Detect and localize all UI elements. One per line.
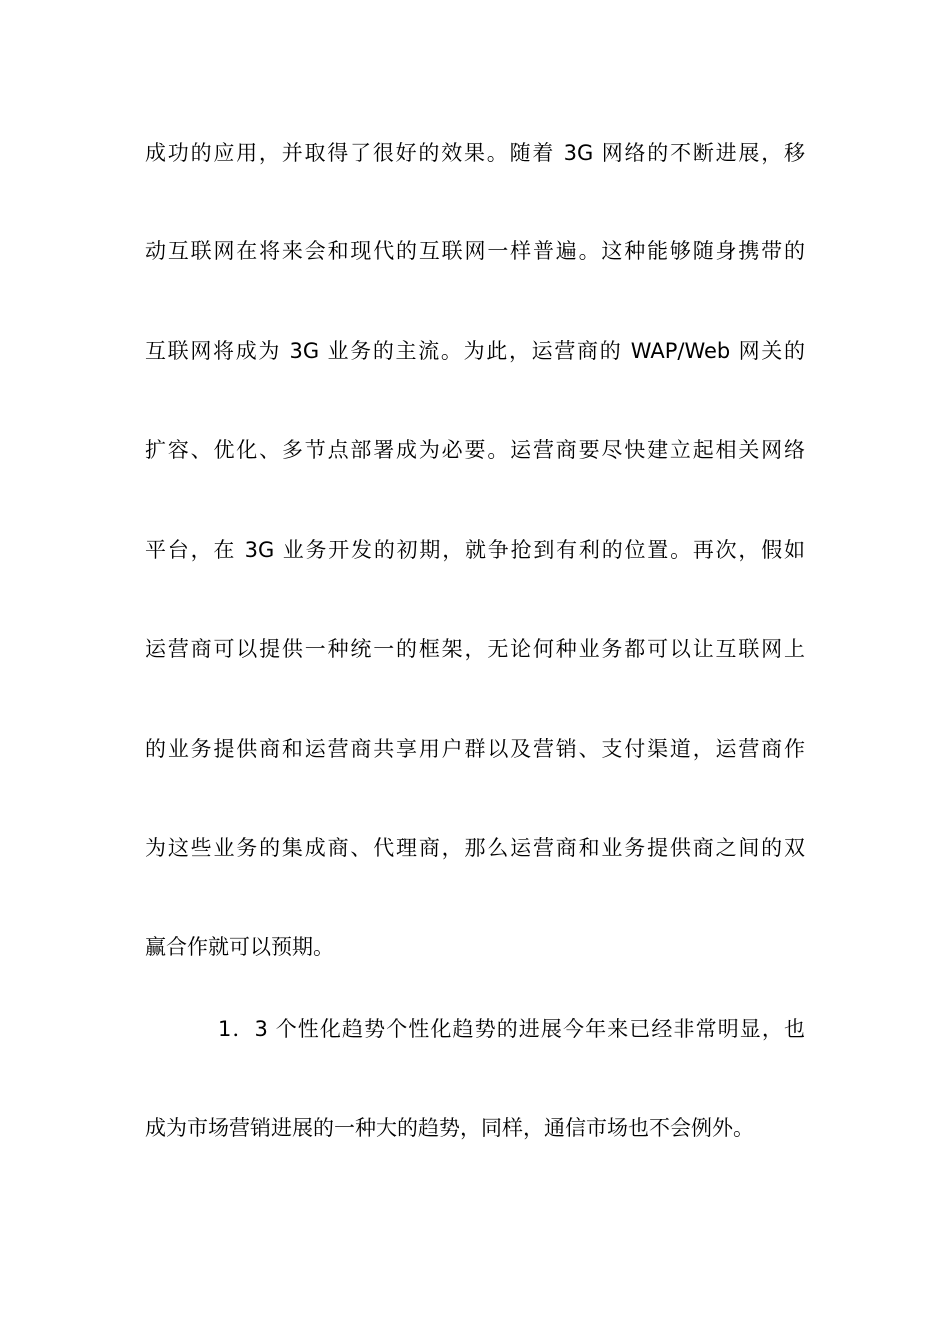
paragraph-line: 互联网将成为 3G 业务的主流。为此，运营商的 WAP/Web 网关的 <box>145 339 805 363</box>
paragraph-line: 赢合作就可以预期。 <box>145 935 334 959</box>
paragraph-line: 运营商可以提供一种统一的框架，无论何种业务都可以让互联网上 <box>145 637 805 661</box>
paragraph-line: 平台，在 3G 业务开发的初期，就争抢到有利的位置。再次，假如 <box>145 538 805 562</box>
paragraph-line: 扩容、优化、多节点部署成为必要。运营商要尽快建立起相关网络 <box>145 438 805 462</box>
paragraph-line: 成为市场营销进展的一种大的趋势，同样，通信市场也不会例外。 <box>145 1116 754 1140</box>
paragraph-line: 成功的应用，并取得了很好的效果。随着 3G 网络的不断进展，移 <box>145 141 805 165</box>
paragraph-line: 为这些业务的集成商、代理商，那么运营商和业务提供商之间的双 <box>145 836 805 860</box>
section-heading-line: 1．3 个性化趋势个性化趋势的进展今年来已经非常明显，也 <box>218 1017 805 1041</box>
paragraph-line: 动互联网在将来会和现代的互联网一样普遍。这种能够随身携带的 <box>145 239 805 263</box>
paragraph-line: 的业务提供商和运营商共享用户群以及营销、支付渠道，运营商作 <box>145 737 805 761</box>
